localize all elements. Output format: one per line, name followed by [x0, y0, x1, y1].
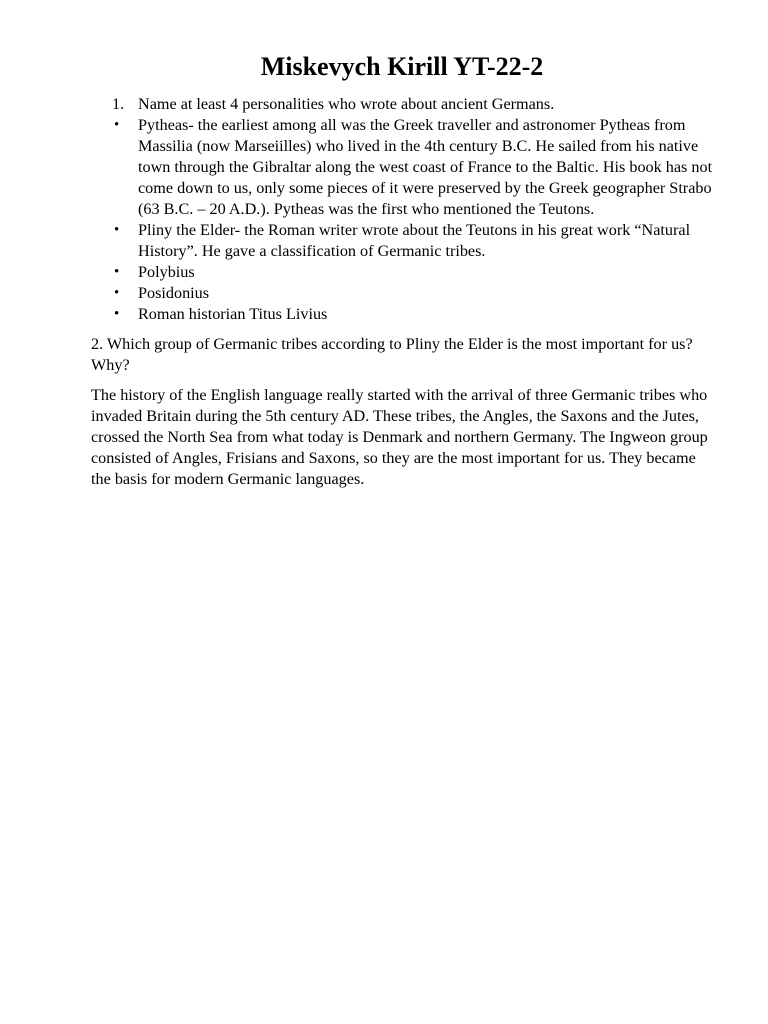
bullet-text: Pytheas- the earliest among all was the Greek traveller and astronomer Pytheas from Massilia (now Marseiilles) who lived in the 4th century B.C. He sailed from his native town through the Gibraltar along the west coast of France to the Baltic. His book has not come down to us, only some pieces of it were preserved by the Greek geographer Strabo (63 B.C. – 20 A.D.). Pytheas was the first who mentioned the Teutons. [138, 116, 713, 218]
bullet-icon: • [114, 306, 120, 322]
bullet-item [91, 304, 715, 325]
bullet-icon: • [114, 222, 120, 238]
question-1-number: 1. [112, 95, 125, 113]
bullet-text: Polybius [138, 263, 195, 281]
bullet-text: Roman historian Titus Livius [138, 305, 328, 323]
question-list [91, 94, 715, 325]
bullet-item [91, 220, 715, 262]
bullet-icon: • [114, 264, 120, 280]
question-1-item [91, 94, 715, 115]
bullet-icon: • [114, 285, 120, 301]
answer-2-paragraph: The history of the English language really started with the arrival of three Germanic tribes who invaded Britain during the 5th century AD. These tribes, the Angles, the Saxons and the Jutes, crossed the North Sea from what today is Denmark and northern Germany. The Ingweon group consisted of Angles, Frisians and Saxons, so they are the most important for us. They became the basis for modern Germanic languages. [91, 386, 708, 488]
question-1-text: Name at least 4 personalities who wrote about ancient Germans. [138, 95, 555, 113]
document-title: Miskevych Kirill YT-22-2 [260, 52, 544, 81]
question-2-text: 2. Which group of Germanic tribes according to Pliny the Elder is the most important for us? Why? [91, 335, 693, 374]
bullet-text: Posidonius [138, 284, 210, 302]
bullet-item [91, 262, 715, 283]
document-body [91, 94, 715, 490]
bullet-item [91, 115, 715, 220]
bullet-icon: • [114, 117, 120, 133]
bullet-item [91, 283, 715, 304]
bullet-text: Pliny the Elder- the Roman writer wrote about the Teutons in his great work “Natural History”. He gave a classification of Germanic tribes. [138, 221, 691, 260]
